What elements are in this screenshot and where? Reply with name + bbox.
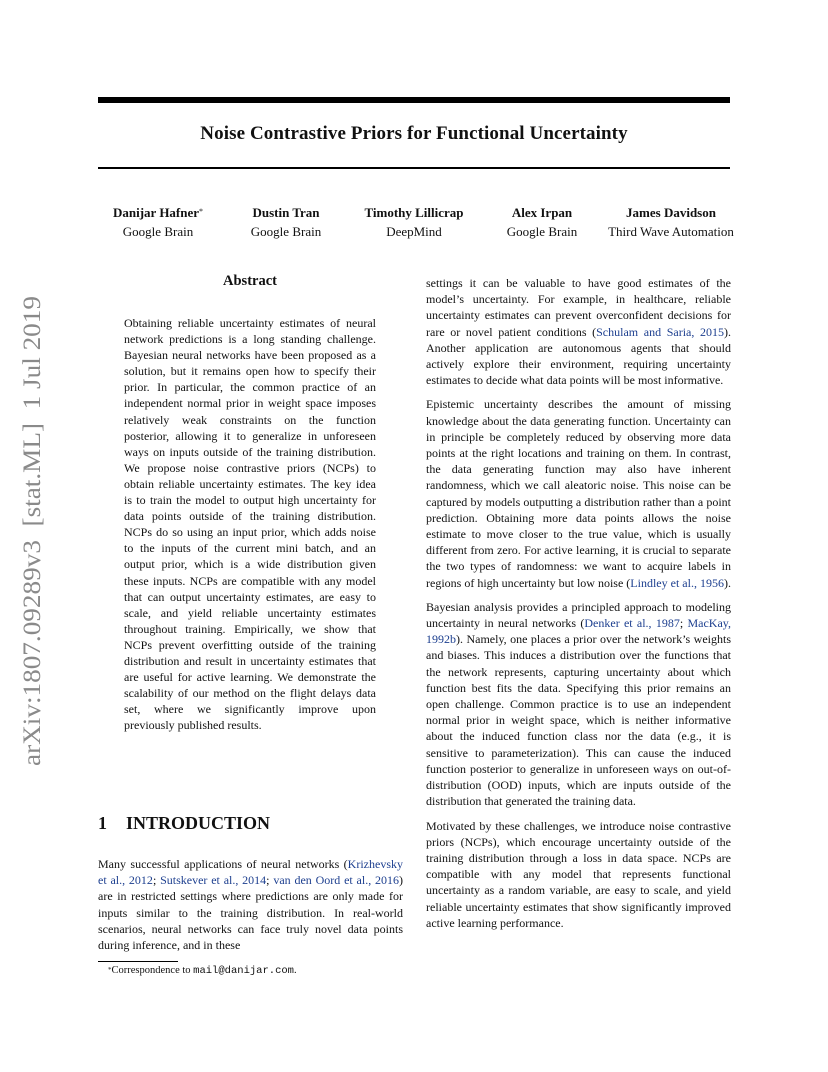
citation-link[interactable]: van den Oord et al., 2016 xyxy=(273,873,399,888)
author-affiliation: DeepMind xyxy=(386,224,442,239)
right-column xyxy=(426,275,731,939)
author-affiliation: Google Brain xyxy=(250,224,322,239)
author-3 xyxy=(350,203,478,241)
text-run: Epistemic uncertainty describes the amount of missing knowledge about the data generating function. Uncertainty can in principle be completely reduced by observing more data points at the right locations and training on them. In contrast, the data generating function may also have inherent randomness, which we call aleatoric noise. This noise can be captured by models outputting a distribution rather than a point prediction. Obtaining more data points allows the noise estimate to move closer to the true value, which is usually different from zero. For active learning, it is crucial to separate the two types of randomness: we want to acquire labels in regions of high uncertainty but low noise ( xyxy=(426,397,731,590)
text-run: . xyxy=(293,965,297,976)
author-name: James Davidson xyxy=(626,205,716,220)
author-name: Alex Irpan xyxy=(511,205,573,220)
text-run: ; xyxy=(679,616,688,631)
text-run: ; xyxy=(266,873,274,888)
footnote-text: Correspondence to xyxy=(111,965,194,976)
text-run: Bayesian analysis provides a principled approach to modeling uncertainty in neural networks ( xyxy=(426,599,731,631)
footnote-email[interactable]: mail@danijar.com xyxy=(193,965,294,977)
author-5 xyxy=(600,203,742,241)
citation-link[interactable]: Sutskever et al., 2014 xyxy=(160,873,267,888)
text-run: ; xyxy=(152,873,161,888)
author-footnote-mark: * xyxy=(199,207,204,216)
text-run: ) are in restricted settings where predictions are only made for inputs similar to the training distribution. In real-world scenarios, neural networks can face truly novel data points during inference, and in these xyxy=(98,873,403,953)
footnote xyxy=(108,964,297,978)
text-run: Many successful applications of neural networks ( xyxy=(98,857,348,871)
citation-link[interactable]: Lindley et al., 1956 xyxy=(630,575,724,590)
citation-link[interactable]: Schulam and Saria, 2015 xyxy=(596,324,724,339)
author-affiliation: Google Brain xyxy=(506,224,578,239)
title-top-rule xyxy=(98,97,730,103)
author-1 xyxy=(98,203,218,241)
intro-paragraph-4 xyxy=(426,599,731,810)
title-bottom-rule xyxy=(98,167,730,169)
footnote-mark: * xyxy=(108,966,112,974)
intro-paragraph-2 xyxy=(426,275,731,388)
citation-link[interactable]: Denker et al., 1987 xyxy=(584,616,680,631)
author-affiliation: Google Brain xyxy=(122,224,194,239)
intro-paragraph-3 xyxy=(426,396,731,590)
abstract-text: Obtaining reliable uncertainty estimates of neural network predictions is a long standing challenge. Bayesian neural networks have been proposed as a solution, but it remains open how to specify their prior. In particular, the common practice of an independent normal prior in weight space imposes relatively weak constraints on the function posterior, allowing it to generalize in unforeseen ways on inputs outside of the training distribution. We propose noise contrastive priors (NCPs) to obtain reliable uncertainty estimates. The key idea is to train the model to output high uncertainty for data points outside of the training distribution. NCPs do so using an input prior, which adds noise to the inputs of the current mini batch, and an output prior, which is a wide distribution given these inputs. NCPs are compatible with any model that can output uncertainty estimates, are easy to scale, and yield reliable uncertainty estimates throughout training. Empirically, we show that NCPs prevent overfitting outside of the training distribution and result in uncertainty estimates that are useful for active learning. We demonstrate the scalability of our method on the flight delays data set, where we significantly improve upon previously published results. xyxy=(124,316,376,733)
arxiv-sidebar-stamp xyxy=(10,296,50,766)
section-title: INTRODUCTION xyxy=(126,813,271,833)
footnote-rule xyxy=(98,961,178,962)
author-name: Danijar Hafner xyxy=(112,205,200,220)
author-name: Timothy Lillicrap xyxy=(364,205,464,220)
author-affiliation: Third Wave Automation xyxy=(608,224,734,239)
author-4 xyxy=(495,203,589,241)
text-run: ). Namely, one places a prior over the network’s weights and biases. This induces a distribution over the functions that the network represents, capturing uncertainty about which function best fits the data. Specifying this prior remains an open challenge. Common practice is to use an independent normal prior in weight space, which is neither informative about the induced function class nor the data (e.g., it is sensitive to parameterization). This can cause the induced function posterior to generalize in unforeseen ways on out-of-distribution (OOD) inputs, which are inputs outside of the distribution that generated the training data. xyxy=(426,632,731,809)
abstract-heading: Abstract xyxy=(223,273,277,289)
section-heading xyxy=(98,813,270,834)
citation-link[interactable]: Krizhevsky et al., 2012 xyxy=(98,857,403,888)
intro-paragraph-5: Motivated by these challenges, we introduce noise contrastive priors (NCPs), which encourage uncertainty outside of the training distribution through a loss in data space. NCPs are compatible with any model that represents functional uncertainty as a random variable, are easy to scale, and yield reliable uncertainty estimates that show significantly improved active learning performance. xyxy=(426,818,731,930)
section-number: 1 xyxy=(98,813,107,833)
author-name: Dustin Tran xyxy=(252,205,320,220)
paper-title: Noise Contrastive Priors for Functional Uncertainty xyxy=(200,123,628,144)
intro-paragraph-1 xyxy=(98,856,403,953)
text-run: ). xyxy=(723,575,731,590)
arxiv-id: arXiv:1807.09289v3 [stat.ML] 1 Jul 2019 xyxy=(19,334,46,766)
text-run: ). Another application are autonomous agents that should actively explore their environment, requiring uncertainty estimates to decide what data points will be most informative. xyxy=(426,324,731,388)
author-2 xyxy=(236,203,336,241)
text-run: settings it can be valuable to have good estimates of the model’s uncertainty. For example, in healthcare, reliable uncertainty estimates can prevent overconfident decisions for rare or novel patient conditions ( xyxy=(426,276,731,339)
citation-link[interactable]: MacKay, 1992b xyxy=(426,616,731,647)
